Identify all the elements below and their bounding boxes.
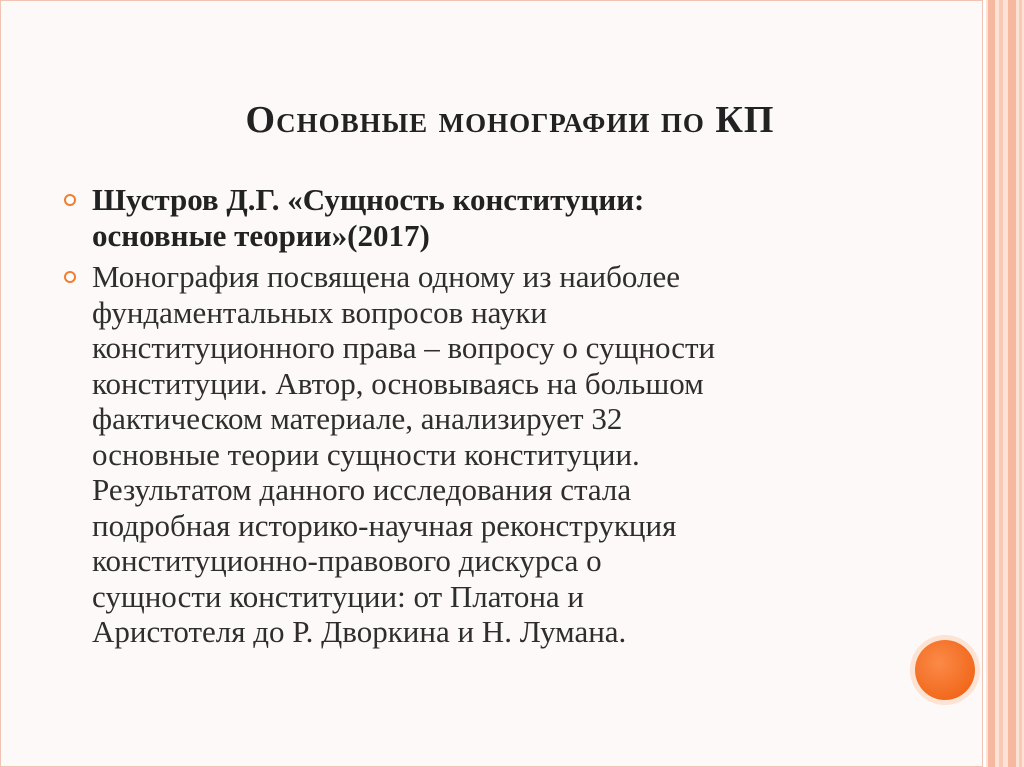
bullet-line: подробная историко-научная реконструкция: [92, 507, 677, 543]
bullet-line: Монография посвящена одному из наиболее: [92, 259, 681, 294]
bullet-item-citation: [64, 182, 864, 253]
bullet-list: [64, 182, 864, 654]
bullet-item-description: [64, 259, 864, 650]
bullet-ring-icon: [64, 194, 76, 206]
bullet-line: конституции. Автор, основываясь на большом: [92, 365, 704, 401]
bullet-line: основные теории»(2017): [92, 217, 430, 253]
stripe: [988, 0, 995, 767]
stripe: [999, 0, 1003, 767]
stripe: [1019, 0, 1022, 767]
accent-circle-icon: [915, 640, 975, 700]
bullet-line: фундаментальных вопросов науки: [92, 294, 547, 330]
bullet-line: фактическом материале, анализирует 32: [92, 401, 623, 436]
stripe: [1008, 0, 1016, 767]
bullet-line: сущности конституции: от Платона и: [92, 578, 585, 614]
bullet-line: Результатом данного исследования стала: [92, 472, 632, 507]
slide-title: Основные монографии по КП: [245, 99, 775, 141]
bullet-line: Шустров Д.Г. «Сущность конституции:: [92, 182, 645, 217]
decorative-stripes: [986, 0, 1024, 767]
bullet-line: основные теории сущности конституции.: [92, 436, 640, 472]
bullet-line: конституционно-правового дискурса о: [92, 543, 602, 578]
bullet-line: Аристотеля до Р. Дворкина и Н. Лумана.: [92, 614, 627, 649]
bullet-line: конституционного права – вопросу о сущности: [92, 330, 716, 365]
bullet-ring-icon: [64, 271, 76, 283]
